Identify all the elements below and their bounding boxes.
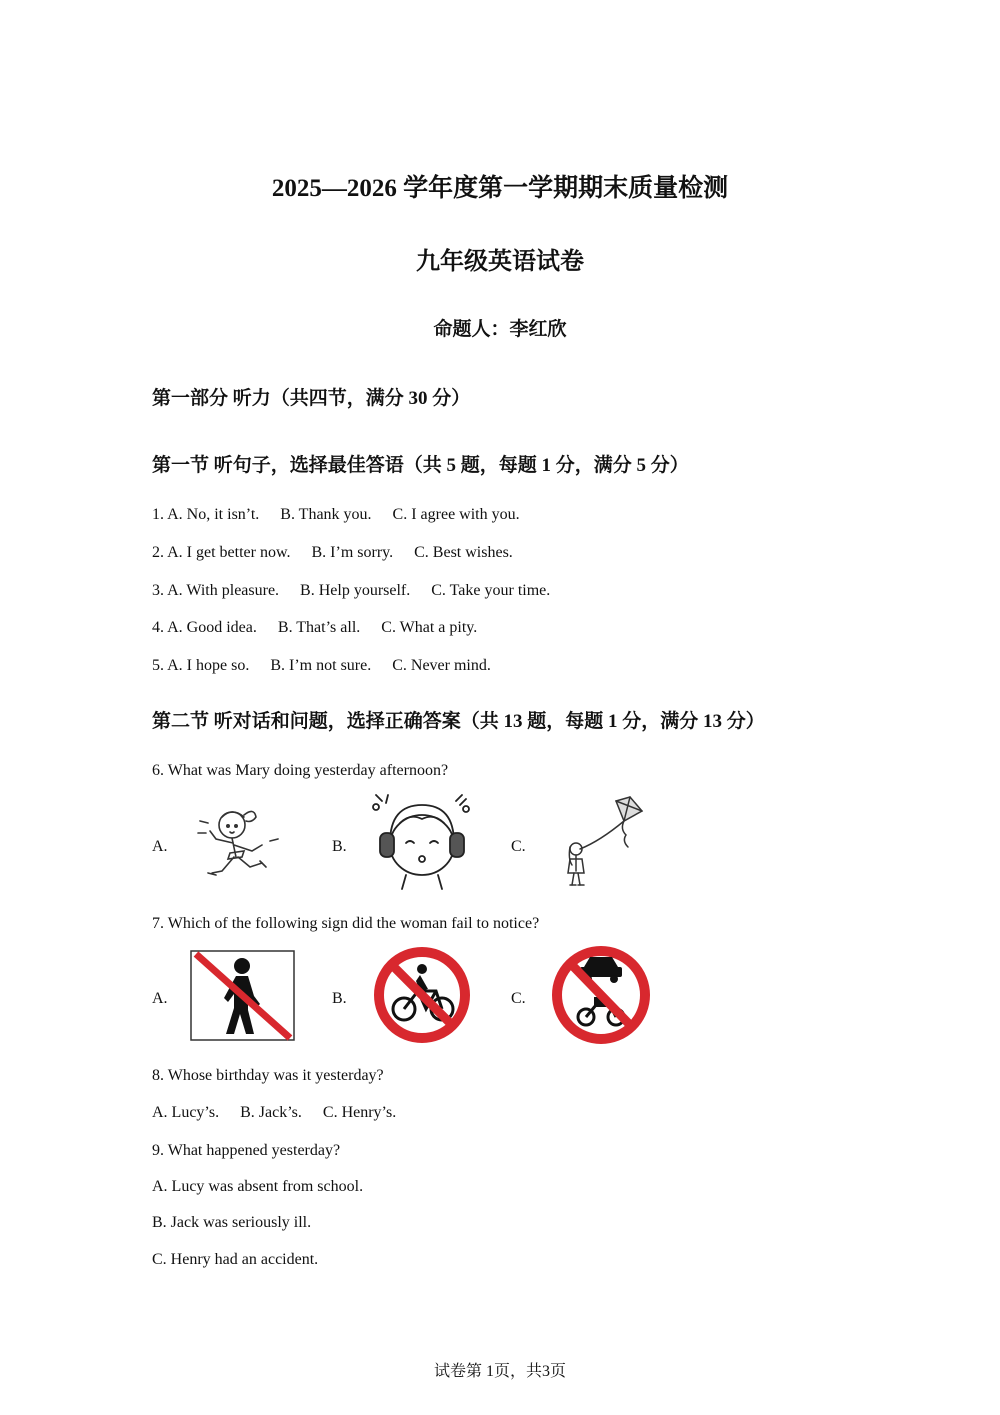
question-number: 2. (152, 544, 164, 561)
question-9-text: 9. What happened yesterday? (152, 1142, 341, 1159)
option-b: B. Jack’s. (240, 1104, 302, 1121)
girl-with-headphones-picture (366, 793, 478, 893)
page-footer: 试卷第 1页，共3页 (433, 1363, 566, 1380)
part1-heading: 第一部分 听力（共四节，满分 30 分） (152, 388, 471, 409)
exam-author: 命题人：李红欣 (433, 319, 567, 340)
question-7-text: 7. Which of the following sign did the woman fail to notice? (152, 915, 540, 932)
option-b: B. I’m sorry. (311, 544, 394, 561)
question-8-options (152, 1104, 413, 1122)
option-a: A. I get better now. (167, 544, 291, 561)
option-c: C. What a pity. (381, 619, 478, 636)
q6-label-b: B. (332, 838, 347, 855)
girl-flying-kite-picture (546, 793, 658, 893)
question-number: 4. (152, 619, 164, 636)
q6-label-a: A. (152, 838, 168, 855)
option-a: A. I hope so. (167, 657, 250, 674)
q7-label-b: B. (332, 990, 347, 1007)
question-5 (152, 657, 508, 675)
option-c: C. Take your time. (431, 582, 551, 599)
q7-label-c: C. (511, 990, 526, 1007)
question-9-option-a: A. Lucy was absent from school. (152, 1178, 364, 1195)
option-b: B. Help yourself. (300, 582, 411, 599)
exam-subtitle: 九年级英语试卷 (416, 249, 584, 275)
question-number: 3. (152, 582, 164, 599)
option-a: A. No, it isn’t. (167, 506, 260, 523)
section2-heading: 第二节 听对话和问题，选择正确答案（共 13 题，每题 1 分，满分 13 分） (152, 711, 765, 732)
option-b: B. I’m not sure. (270, 657, 372, 674)
question-1 (152, 506, 537, 524)
question-4 (152, 619, 494, 637)
option-a: A. Lucy’s. (152, 1104, 220, 1121)
option-a: A. Good idea. (167, 619, 257, 636)
q7-label-a: A. (152, 990, 168, 1007)
option-c: C. Best wishes. (414, 544, 513, 561)
no-bicycles-sign (370, 945, 474, 1045)
question-number: 5. (152, 657, 164, 674)
option-b: B. Thank you. (280, 506, 372, 523)
girl-running-picture (186, 793, 298, 893)
q6-label-c: C. (511, 838, 526, 855)
exam-title: 2025—2026 学年度第一学期期末质量检测 (271, 175, 729, 202)
question-6-text: 6. What was Mary doing yesterday afternoon? (152, 762, 449, 779)
question-number: 1. (152, 506, 164, 523)
question-3 (152, 582, 567, 600)
question-8-text: 8. Whose birthday was it yesterday? (152, 1067, 384, 1084)
option-a: A. With pleasure. (167, 582, 280, 599)
no-pedestrians-sign (190, 950, 295, 1041)
no-motor-vehicles-sign (548, 945, 654, 1045)
question-9-option-b: B. Jack was seriously ill. (152, 1214, 312, 1231)
question-9-option-c: C. Henry had an accident. (152, 1251, 319, 1268)
option-c: C. Never mind. (392, 657, 491, 674)
option-c: C. I agree with you. (392, 506, 520, 523)
section1-heading: 第一节 听句子，选择最佳答语（共 5 题，每题 1 分，满分 5 分） (152, 455, 689, 476)
option-b: B. That’s all. (277, 619, 361, 636)
question-2 (152, 544, 530, 562)
option-c: C. Henry’s. (322, 1104, 397, 1121)
